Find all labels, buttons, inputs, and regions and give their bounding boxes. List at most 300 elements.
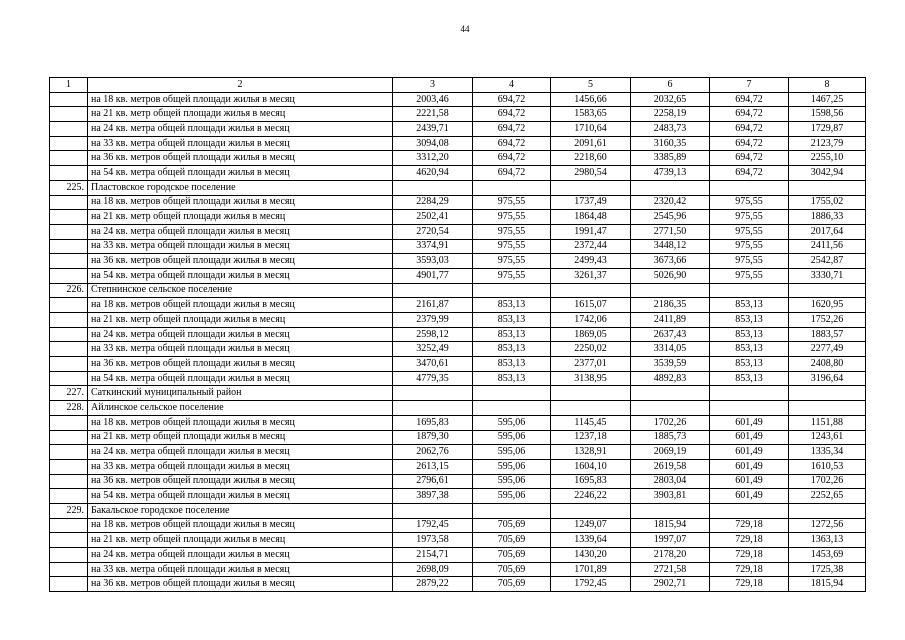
table-row <box>50 166 866 181</box>
value-cell-col6: 2069,19 <box>631 445 710 460</box>
row-number-cell <box>50 210 88 225</box>
value-cell-col4: 975,55 <box>473 210 551 225</box>
value-cell-col3 <box>393 386 473 401</box>
value-cell-col3: 2613,15 <box>393 459 473 474</box>
value-cell-col6: 1815,94 <box>631 518 710 533</box>
row-number-cell <box>50 357 88 372</box>
value-cell-col6: 3314,05 <box>631 342 710 357</box>
value-cell-col4: 853,13 <box>473 371 551 386</box>
section-title-cell: Пластовское городское поселение <box>88 180 393 195</box>
value-cell-col3 <box>393 503 473 518</box>
value-cell-col6 <box>631 386 710 401</box>
value-cell-col4: 694,72 <box>473 122 551 137</box>
row-label-cell: на 18 кв. метров общей площади жилья в месяц <box>88 415 393 430</box>
row-number-cell <box>50 415 88 430</box>
value-cell-col3: 3470,61 <box>393 357 473 372</box>
value-cell-col7: 853,13 <box>710 298 789 313</box>
value-cell-col4: 595,06 <box>473 445 551 460</box>
value-cell-col7 <box>710 503 789 518</box>
value-cell-col8 <box>789 503 866 518</box>
value-cell-col4 <box>473 283 551 298</box>
row-number-cell <box>50 371 88 386</box>
value-cell-col5: 1792,45 <box>551 577 631 592</box>
table-row <box>50 92 866 107</box>
row-label-cell: на 33 кв. метра общей площади жилья в месяц <box>88 562 393 577</box>
value-cell-col5 <box>551 283 631 298</box>
value-cell-col5: 1145,45 <box>551 415 631 430</box>
value-cell-col8: 1335,34 <box>789 445 866 460</box>
value-cell-col4: 694,72 <box>473 136 551 151</box>
value-cell-col5 <box>551 401 631 416</box>
table-row <box>50 459 866 474</box>
value-cell-col3: 3094,08 <box>393 136 473 151</box>
row-number-cell: 226. <box>50 283 88 298</box>
value-cell-col6: 2483,73 <box>631 122 710 137</box>
value-cell-col5: 1249,07 <box>551 518 631 533</box>
value-cell-col7: 729,18 <box>710 548 789 563</box>
value-cell-col4: 853,13 <box>473 298 551 313</box>
value-cell-col7: 853,13 <box>710 327 789 342</box>
row-label-cell: на 33 кв. метра общей площади жилья в месяц <box>88 239 393 254</box>
row-label-cell: на 21 кв. метр общей площади жилья в месяц <box>88 533 393 548</box>
value-cell-col4: 975,55 <box>473 224 551 239</box>
row-number-cell <box>50 445 88 460</box>
row-number-cell <box>50 518 88 533</box>
value-cell-col7: 975,55 <box>710 254 789 269</box>
value-cell-col5: 2218,60 <box>551 151 631 166</box>
table-row <box>50 298 866 313</box>
value-cell-col5: 1701,89 <box>551 562 631 577</box>
section-row <box>50 180 866 195</box>
row-label-cell: на 24 кв. метра общей площади жилья в месяц <box>88 327 393 342</box>
value-cell-col3: 1792,45 <box>393 518 473 533</box>
value-cell-col5: 1695,83 <box>551 474 631 489</box>
row-label-cell: на 21 кв. метр общей площади жилья в месяц <box>88 430 393 445</box>
value-cell-col7: 975,55 <box>710 210 789 225</box>
value-cell-col6: 2032,65 <box>631 92 710 107</box>
section-row <box>50 401 866 416</box>
value-cell-col6: 2902,71 <box>631 577 710 592</box>
value-cell-col5: 1430,20 <box>551 548 631 563</box>
table-row <box>50 122 866 137</box>
value-cell-col5: 1339,64 <box>551 533 631 548</box>
value-cell-col3: 2062,76 <box>393 445 473 460</box>
value-cell-col4: 975,55 <box>473 195 551 210</box>
row-number-cell: 225. <box>50 180 88 195</box>
row-label-cell: на 24 кв. метра общей площади жилья в месяц <box>88 122 393 137</box>
value-cell-col5: 2250,02 <box>551 342 631 357</box>
row-number-cell <box>50 122 88 137</box>
row-number-cell <box>50 298 88 313</box>
value-cell-col4: 975,55 <box>473 254 551 269</box>
value-cell-col8: 1620,95 <box>789 298 866 313</box>
value-cell-col8: 3042,94 <box>789 166 866 181</box>
table-row <box>50 107 866 122</box>
table-row <box>50 239 866 254</box>
value-cell-col3: 1879,30 <box>393 430 473 445</box>
value-cell-col8 <box>789 386 866 401</box>
value-cell-col7: 729,18 <box>710 533 789 548</box>
value-cell-col4: 694,72 <box>473 92 551 107</box>
value-cell-col5: 2499,43 <box>551 254 631 269</box>
table-row <box>50 224 866 239</box>
value-cell-col3: 4779,35 <box>393 371 473 386</box>
value-cell-col6: 2721,58 <box>631 562 710 577</box>
value-cell-col8: 1752,26 <box>789 313 866 328</box>
row-number-cell: 227. <box>50 386 88 401</box>
value-cell-col8: 1815,94 <box>789 577 866 592</box>
row-number-cell <box>50 459 88 474</box>
value-cell-col7: 853,13 <box>710 313 789 328</box>
value-cell-col3: 2284,29 <box>393 195 473 210</box>
row-label-cell: на 21 кв. метр общей площади жилья в месяц <box>88 107 393 122</box>
value-cell-col4 <box>473 180 551 195</box>
value-cell-col6: 1885,73 <box>631 430 710 445</box>
row-number-cell <box>50 577 88 592</box>
row-label-cell: на 21 кв. метр общей площади жилья в месяц <box>88 210 393 225</box>
value-cell-col8: 2408,80 <box>789 357 866 372</box>
value-cell-col7: 975,55 <box>710 224 789 239</box>
value-cell-col7: 601,49 <box>710 445 789 460</box>
header-cell-4: 4 <box>473 78 551 93</box>
value-cell-col4: 694,72 <box>473 151 551 166</box>
value-cell-col7: 975,55 <box>710 195 789 210</box>
value-cell-col7: 853,13 <box>710 357 789 372</box>
table-row <box>50 562 866 577</box>
value-cell-col4: 853,13 <box>473 327 551 342</box>
value-cell-col3: 2879,22 <box>393 577 473 592</box>
row-label-cell: на 33 кв. метра общей площади жилья в месяц <box>88 459 393 474</box>
value-cell-col6: 2186,35 <box>631 298 710 313</box>
value-cell-col6: 2803,04 <box>631 474 710 489</box>
value-cell-col6: 4892,83 <box>631 371 710 386</box>
value-cell-col5: 1742,06 <box>551 313 631 328</box>
value-cell-col8: 1243,61 <box>789 430 866 445</box>
table-row <box>50 357 866 372</box>
value-cell-col7: 601,49 <box>710 459 789 474</box>
value-cell-col4: 595,06 <box>473 489 551 504</box>
section-row <box>50 283 866 298</box>
row-number-cell <box>50 327 88 342</box>
value-cell-col8: 1272,56 <box>789 518 866 533</box>
value-cell-col8: 2252,65 <box>789 489 866 504</box>
header-cell-5: 5 <box>551 78 631 93</box>
row-number-cell <box>50 474 88 489</box>
value-cell-col4: 595,06 <box>473 474 551 489</box>
value-cell-col5: 1604,10 <box>551 459 631 474</box>
row-number-cell <box>50 107 88 122</box>
value-cell-col7: 694,72 <box>710 122 789 137</box>
row-number-cell <box>50 430 88 445</box>
value-cell-col3 <box>393 401 473 416</box>
value-cell-col3: 3593,03 <box>393 254 473 269</box>
row-number-cell <box>50 239 88 254</box>
table-row <box>50 210 866 225</box>
value-cell-col8: 2277,49 <box>789 342 866 357</box>
table-body <box>50 92 866 591</box>
value-cell-col3: 2221,58 <box>393 107 473 122</box>
row-label-cell: на 54 кв. метра общей площади жилья в месяц <box>88 371 393 386</box>
value-cell-col4 <box>473 503 551 518</box>
table-row <box>50 518 866 533</box>
value-cell-col4: 595,06 <box>473 459 551 474</box>
header-cell-7: 7 <box>710 78 789 93</box>
value-cell-col7: 729,18 <box>710 562 789 577</box>
table-row <box>50 195 866 210</box>
table-row <box>50 313 866 328</box>
value-cell-col8: 3330,71 <box>789 268 866 283</box>
value-cell-col3: 1973,58 <box>393 533 473 548</box>
value-cell-col5: 3261,37 <box>551 268 631 283</box>
table-row <box>50 371 866 386</box>
value-cell-col6: 2771,50 <box>631 224 710 239</box>
row-label-cell: на 36 кв. метров общей площади жилья в месяц <box>88 254 393 269</box>
value-cell-col4: 595,06 <box>473 415 551 430</box>
value-cell-col4: 853,13 <box>473 357 551 372</box>
value-cell-col5: 1237,18 <box>551 430 631 445</box>
row-label-cell: на 54 кв. метра общей площади жилья в месяц <box>88 268 393 283</box>
table-row <box>50 474 866 489</box>
value-cell-col5: 1991,47 <box>551 224 631 239</box>
value-cell-col3: 3252,49 <box>393 342 473 357</box>
value-cell-col3: 2154,71 <box>393 548 473 563</box>
header-row <box>50 78 866 93</box>
value-cell-col8: 1725,38 <box>789 562 866 577</box>
section-title-cell: Бакальское городское поселение <box>88 503 393 518</box>
row-label-cell: на 18 кв. метров общей площади жилья в месяц <box>88 92 393 107</box>
value-cell-col3: 2698,09 <box>393 562 473 577</box>
row-label-cell: на 18 кв. метров общей площади жилья в месяц <box>88 518 393 533</box>
value-cell-col3: 2161,87 <box>393 298 473 313</box>
value-cell-col4 <box>473 386 551 401</box>
value-cell-col3: 4901,77 <box>393 268 473 283</box>
table-row <box>50 327 866 342</box>
value-cell-col5: 2372,44 <box>551 239 631 254</box>
row-label-cell: на 24 кв. метра общей площади жилья в месяц <box>88 224 393 239</box>
value-cell-col7 <box>710 283 789 298</box>
row-label-cell: на 33 кв. метра общей площади жилья в месяц <box>88 136 393 151</box>
value-cell-col5: 1710,64 <box>551 122 631 137</box>
value-cell-col8: 1886,33 <box>789 210 866 225</box>
header-cell-1: 1 <box>50 78 88 93</box>
value-cell-col7: 601,49 <box>710 474 789 489</box>
table-row <box>50 342 866 357</box>
value-cell-col6: 2411,89 <box>631 313 710 328</box>
value-cell-col3: 3897,38 <box>393 489 473 504</box>
section-title-cell: Степнинское сельское поселение <box>88 283 393 298</box>
value-cell-col4: 595,06 <box>473 430 551 445</box>
value-cell-col4: 705,69 <box>473 562 551 577</box>
row-label-cell: на 33 кв. метра общей площади жилья в месяц <box>88 342 393 357</box>
row-label-cell: на 18 кв. метров общей площади жилья в месяц <box>88 195 393 210</box>
row-label-cell: на 54 кв. метра общей площади жилья в месяц <box>88 489 393 504</box>
row-label-cell: на 36 кв. метров общей площади жилья в месяц <box>88 151 393 166</box>
table-row <box>50 254 866 269</box>
section-title-cell: Саткинский муниципальный район <box>88 386 393 401</box>
value-cell-col5: 1864,48 <box>551 210 631 225</box>
row-number-cell <box>50 151 88 166</box>
value-cell-col7 <box>710 401 789 416</box>
value-cell-col8: 2255,10 <box>789 151 866 166</box>
value-cell-col6 <box>631 283 710 298</box>
value-cell-col3: 2796,61 <box>393 474 473 489</box>
value-cell-col5 <box>551 503 631 518</box>
value-cell-col8: 1883,57 <box>789 327 866 342</box>
row-number-cell <box>50 533 88 548</box>
row-label-cell: на 18 кв. метров общей площади жилья в месяц <box>88 298 393 313</box>
value-cell-col6: 2619,58 <box>631 459 710 474</box>
row-number-cell <box>50 92 88 107</box>
value-cell-col6: 3903,81 <box>631 489 710 504</box>
value-cell-col6: 2178,20 <box>631 548 710 563</box>
value-cell-col3: 2003,46 <box>393 92 473 107</box>
value-cell-col7: 694,72 <box>710 136 789 151</box>
value-cell-col8: 1729,87 <box>789 122 866 137</box>
value-cell-col6 <box>631 503 710 518</box>
row-number-cell <box>50 136 88 151</box>
value-cell-col4: 975,55 <box>473 239 551 254</box>
value-cell-col6: 3673,66 <box>631 254 710 269</box>
row-number-cell <box>50 254 88 269</box>
value-cell-col4 <box>473 401 551 416</box>
table-row <box>50 415 866 430</box>
value-cell-col4: 705,69 <box>473 518 551 533</box>
value-cell-col3: 2439,71 <box>393 122 473 137</box>
row-number-cell <box>50 342 88 357</box>
value-cell-col4: 853,13 <box>473 313 551 328</box>
row-number-cell <box>50 268 88 283</box>
value-cell-col5: 1583,65 <box>551 107 631 122</box>
row-number-cell <box>50 195 88 210</box>
value-cell-col5: 2091,61 <box>551 136 631 151</box>
value-cell-col7: 694,72 <box>710 151 789 166</box>
value-cell-col8: 1363,13 <box>789 533 866 548</box>
row-number-cell <box>50 166 88 181</box>
header-cell-8: 8 <box>789 78 866 93</box>
table-row <box>50 548 866 563</box>
section-row <box>50 503 866 518</box>
table-row <box>50 430 866 445</box>
table-row <box>50 268 866 283</box>
table-row <box>50 489 866 504</box>
header-cell-6: 6 <box>631 78 710 93</box>
value-cell-col8: 1610,53 <box>789 459 866 474</box>
value-cell-col4: 705,69 <box>473 548 551 563</box>
value-cell-col7: 729,18 <box>710 577 789 592</box>
table-row <box>50 445 866 460</box>
value-cell-col5 <box>551 180 631 195</box>
section-title-cell: Айлинское сельское поселение <box>88 401 393 416</box>
value-cell-col3: 2720,54 <box>393 224 473 239</box>
housing-cost-table <box>49 77 866 592</box>
header-cell-2: 2 <box>88 78 393 93</box>
value-cell-col3: 4620,94 <box>393 166 473 181</box>
value-cell-col8: 1702,26 <box>789 474 866 489</box>
value-cell-col3: 2502,41 <box>393 210 473 225</box>
value-cell-col4: 705,69 <box>473 533 551 548</box>
row-number-cell <box>50 224 88 239</box>
value-cell-col7: 729,18 <box>710 518 789 533</box>
value-cell-col7: 601,49 <box>710 415 789 430</box>
row-label-cell: на 36 кв. метров общей площади жилья в месяц <box>88 474 393 489</box>
value-cell-col4: 853,13 <box>473 342 551 357</box>
value-cell-col4: 975,55 <box>473 268 551 283</box>
value-cell-col3 <box>393 283 473 298</box>
table-header <box>50 78 866 93</box>
value-cell-col7: 694,72 <box>710 166 789 181</box>
value-cell-col3: 2379,99 <box>393 313 473 328</box>
value-cell-col7 <box>710 386 789 401</box>
value-cell-col8 <box>789 401 866 416</box>
value-cell-col4: 705,69 <box>473 577 551 592</box>
value-cell-col3: 1695,83 <box>393 415 473 430</box>
value-cell-col5: 1737,49 <box>551 195 631 210</box>
value-cell-col8: 1598,56 <box>789 107 866 122</box>
value-cell-col7: 694,72 <box>710 107 789 122</box>
row-number-cell: 229. <box>50 503 88 518</box>
value-cell-col5: 1456,66 <box>551 92 631 107</box>
value-cell-col5: 2246,22 <box>551 489 631 504</box>
value-cell-col5: 3138,95 <box>551 371 631 386</box>
value-cell-col6: 1702,26 <box>631 415 710 430</box>
value-cell-col6: 2258,19 <box>631 107 710 122</box>
value-cell-col5: 2377,01 <box>551 357 631 372</box>
value-cell-col5 <box>551 386 631 401</box>
value-cell-col8: 2123,79 <box>789 136 866 151</box>
value-cell-col4: 694,72 <box>473 166 551 181</box>
value-cell-col8: 1467,25 <box>789 92 866 107</box>
value-cell-col6 <box>631 180 710 195</box>
value-cell-col6: 3539,59 <box>631 357 710 372</box>
table-row <box>50 151 866 166</box>
value-cell-col8: 2017,64 <box>789 224 866 239</box>
row-label-cell: на 21 кв. метр общей площади жилья в месяц <box>88 313 393 328</box>
value-cell-col8: 1151,88 <box>789 415 866 430</box>
value-cell-col6: 3385,89 <box>631 151 710 166</box>
value-cell-col6: 4739,13 <box>631 166 710 181</box>
row-number-cell <box>50 489 88 504</box>
value-cell-col3: 3312,20 <box>393 151 473 166</box>
value-cell-col3: 2598,12 <box>393 327 473 342</box>
value-cell-col3: 3374,91 <box>393 239 473 254</box>
row-label-cell: на 36 кв. метров общей площади жилья в месяц <box>88 357 393 372</box>
value-cell-col6: 2545,96 <box>631 210 710 225</box>
value-cell-col6 <box>631 401 710 416</box>
value-cell-col7: 694,72 <box>710 92 789 107</box>
value-cell-col5: 1328,91 <box>551 445 631 460</box>
value-cell-col8 <box>789 283 866 298</box>
value-cell-col3 <box>393 180 473 195</box>
value-cell-col8: 3196,64 <box>789 371 866 386</box>
value-cell-col8: 2411,56 <box>789 239 866 254</box>
value-cell-col7: 975,55 <box>710 239 789 254</box>
row-number-cell <box>50 548 88 563</box>
value-cell-col6: 3160,35 <box>631 136 710 151</box>
value-cell-col6: 2320,42 <box>631 195 710 210</box>
value-cell-col6: 1997,07 <box>631 533 710 548</box>
table-row <box>50 577 866 592</box>
row-label-cell: на 36 кв. метров общей площади жилья в месяц <box>88 577 393 592</box>
value-cell-col8: 1755,02 <box>789 195 866 210</box>
value-cell-col4: 694,72 <box>473 107 551 122</box>
value-cell-col6: 5026,90 <box>631 268 710 283</box>
value-cell-col8: 2542,87 <box>789 254 866 269</box>
row-number-cell <box>50 313 88 328</box>
value-cell-col7: 853,13 <box>710 342 789 357</box>
value-cell-col5: 1869,05 <box>551 327 631 342</box>
value-cell-col6: 2637,43 <box>631 327 710 342</box>
section-row <box>50 386 866 401</box>
